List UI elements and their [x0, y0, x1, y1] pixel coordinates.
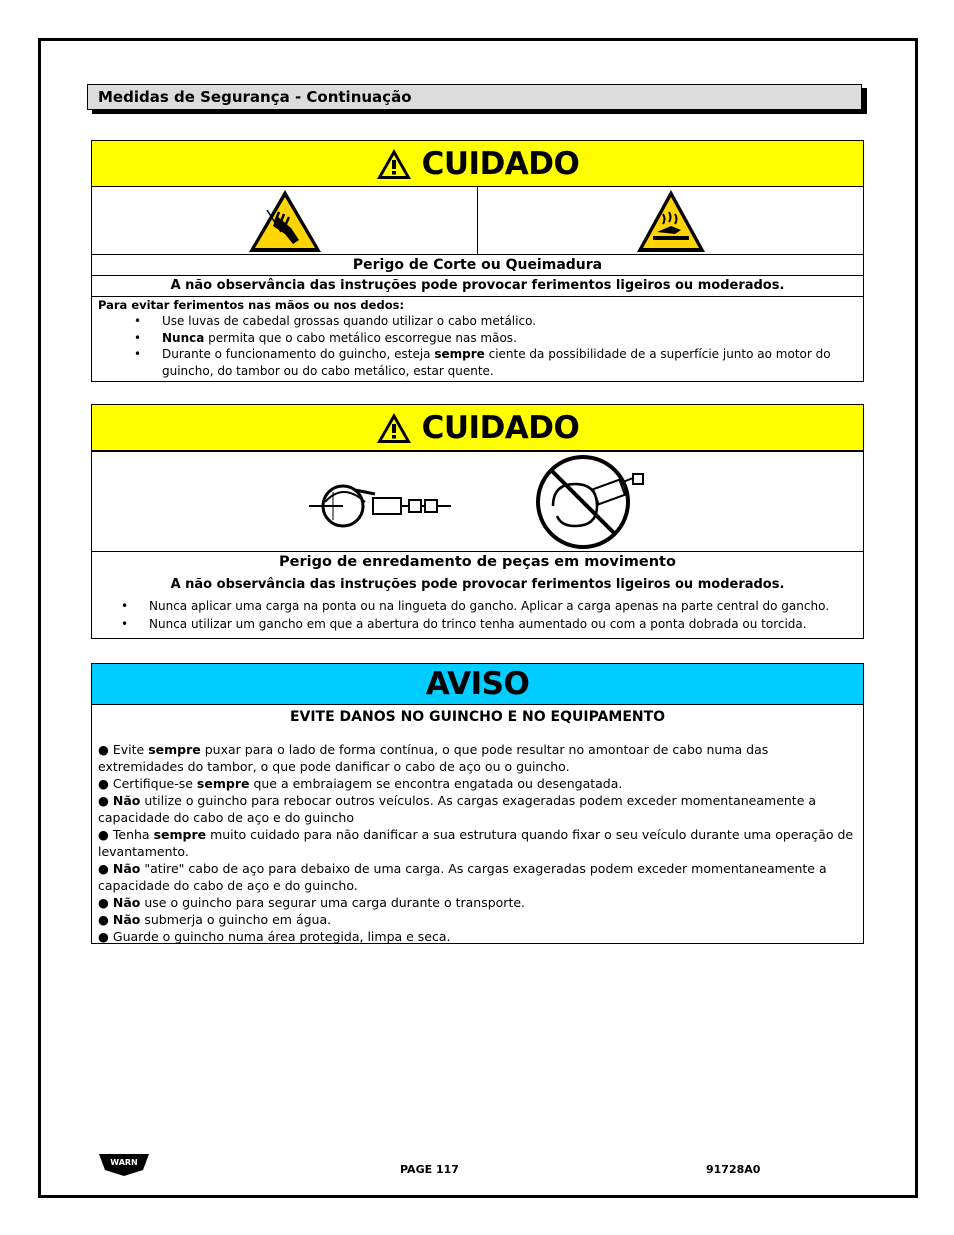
hazard-consequence: A não observância das instruções pode provocar ferimentos ligeiros ou moderados.	[170, 577, 785, 592]
caution-banner	[92, 141, 863, 187]
caution-box-cut-burn	[91, 140, 864, 382]
list-item: • Nunca utilizar um gancho em que a abertura do trinco tenha aumentado ou com a ponta dobrada ou torcida.	[149, 616, 863, 633]
notice-body	[92, 728, 863, 945]
warn-logo	[99, 1152, 149, 1176]
list-item: • Use luvas de cabedal grossas quando utilizar o cabo metálico.	[162, 313, 857, 330]
svg-text:WARN: WARN	[110, 1158, 138, 1167]
list-item: • Nunca aplicar uma carga na ponta ou na lingueta do gancho. Aplicar a carga apenas na parte central do gancho.	[149, 598, 863, 615]
page-number: PAGE 117	[400, 1163, 459, 1176]
hazard-title: Perigo de enredamento de peças em movimento	[279, 554, 676, 570]
caution-list	[98, 313, 857, 379]
notice-line: ● Não "atire" cabo de aço para debaixo de uma carga. As cargas exageradas podem exceder momentaneamente a capacidade do cabo de aço e do guincho.	[98, 861, 827, 893]
document-number: 91728A0	[706, 1163, 761, 1176]
caution-title: CUIDADO	[421, 409, 580, 446]
notice-line: ● Não utilize o guincho para rebocar outros veículos. As cargas exageradas podem exceder momentaneamente a capacidade do cabo de aço e do guincho	[98, 793, 817, 825]
notice-box	[91, 663, 864, 944]
list-item: • Durante o funcionamento do guincho, esteja sempre ciente da possibilidade de a superfície junto ao motor do guincho, do tambor ou do cabo metálico, estar quente.	[162, 346, 857, 379]
notice-line: ● Não use o guincho para segurar uma carga durante o transporte.	[98, 895, 526, 910]
hazard-title: Perigo de Corte ou Queimadura	[92, 255, 863, 276]
list-item: • Nunca permita que o cabo metálico escorregue nas mãos.	[162, 330, 857, 347]
hand-cut-hazard-icon	[247, 188, 323, 254]
warning-triangle-icon	[376, 412, 412, 444]
notice-line: ● Evite sempre puxar para o lado de forma contínua, o que pode resultar no amontoar de cabo numa das extremidades do tambor, o que pode danificar o cabo de aço ou o guincho.	[98, 742, 769, 774]
hook-image-row	[92, 452, 863, 552]
caution-box-hook	[91, 404, 864, 639]
caution-title: CUIDADO	[421, 145, 580, 182]
hazard-image-row	[92, 187, 863, 255]
notice-line: ● Certifique-se sempre que a embraiagem se encontra engatada ou desengatada.	[98, 776, 623, 791]
lead-text: Para evitar ferimentos nas mãos ou nos dedos:	[98, 298, 405, 312]
caution-banner	[92, 405, 863, 452]
notice-line: ● Tenha sempre muito cuidado para não danificar a sua estrutura quando fixar o seu veículo durante uma operação de levantamento.	[98, 827, 854, 859]
warning-triangle-icon	[376, 148, 412, 180]
section-header: Medidas de Segurança - Continuação	[87, 84, 862, 110]
notice-line: ● Guarde o guincho numa área protegida, limpa e seca.	[98, 929, 451, 944]
hook-correct-load-icon	[303, 472, 453, 532]
notice-line: ● Não submerja o guincho em água.	[98, 912, 332, 927]
hot-surface-burn-icon	[635, 188, 707, 254]
notice-title: AVISO	[425, 666, 530, 702]
notice-subtitle: EVITE DANOS NO GUINCHO E NO EQUIPAMENTO	[289, 709, 666, 725]
hook-tip-load-prohibited-icon	[523, 454, 653, 550]
notice-banner	[92, 664, 863, 705]
caution-body	[92, 297, 863, 379]
hazard-consequence: A não observância das instruções pode provocar ferimentos ligeiros ou moderados.	[92, 276, 863, 297]
hook-list	[92, 598, 863, 632]
